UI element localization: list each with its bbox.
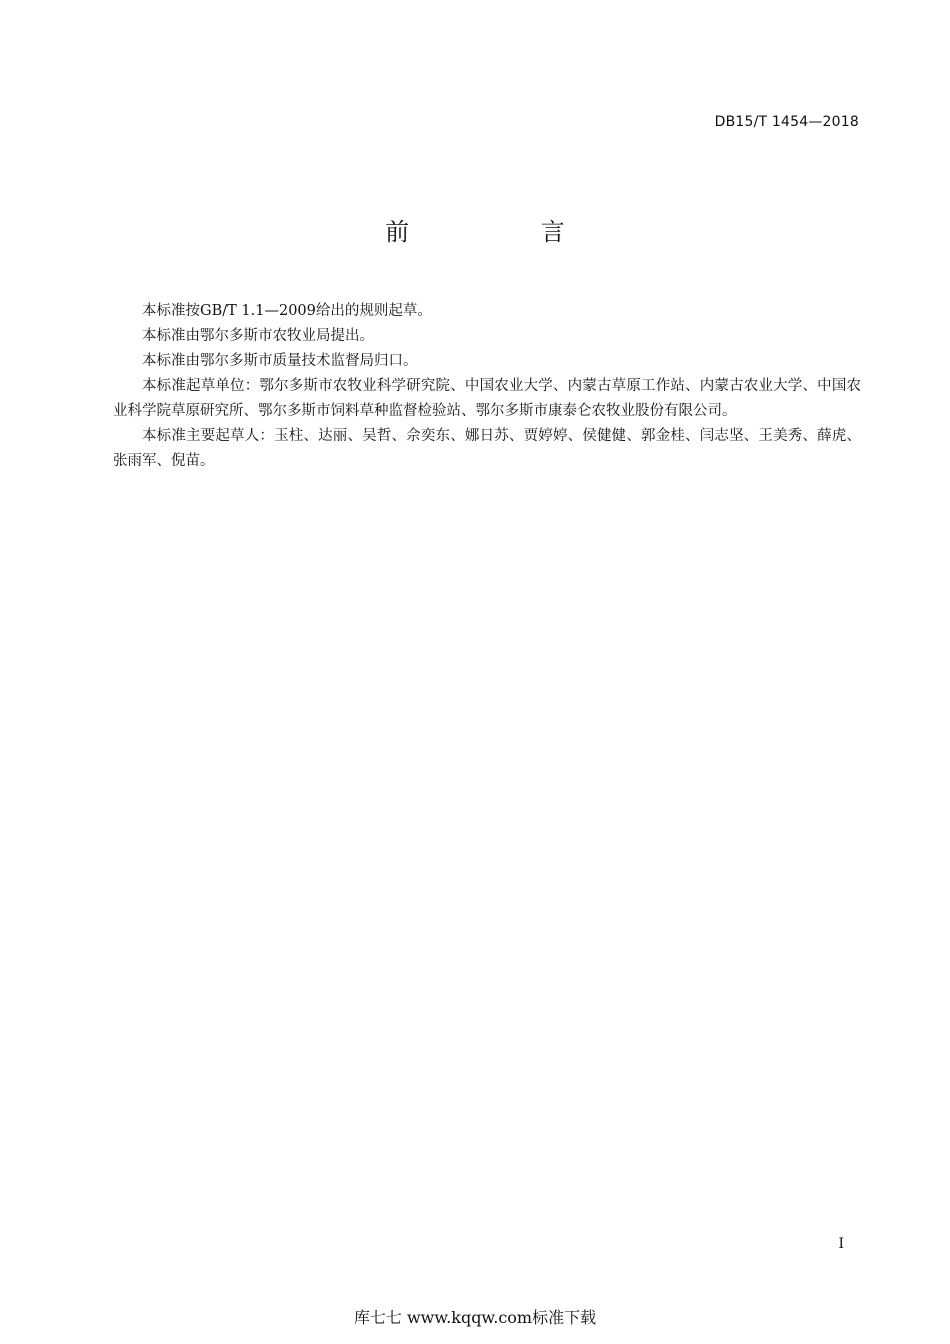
document-code: DB15/T 1454—2018 xyxy=(714,114,859,130)
paragraph-drafters: 本标准主要起草人：玉柱、达丽、吴哲、佘奕东、娜日苏、贾婷婷、侯健健、郭金桂、闫志坚、王美秀、薛虎、张雨军、倪苗。 xyxy=(113,428,861,469)
paragraph-drafting-units: 本标准起草单位：鄂尔多斯市农牧业科学研究院、中国农业大学、内蒙古草原工作站、内蒙古农业大学、中国农业科学院草原研究所、鄂尔多斯市饲料草种监督检验站、鄂尔多斯市康泰仑农牧业股份有限公司。 xyxy=(113,378,861,419)
footer-watermark: 库七七 www.kqqw.com标准下载 xyxy=(353,1308,597,1327)
paragraph-proposer: 本标准由鄂尔多斯市农牧业局提出。 xyxy=(142,328,374,344)
paragraph-administrator: 本标准由鄂尔多斯市质量技术监督局归口。 xyxy=(142,353,418,369)
foreword-body xyxy=(113,299,861,474)
paragraph-drafting-rules: 本标准按GB/T 1.1—2009给出的规则起草。 xyxy=(142,303,432,319)
page-number: I xyxy=(838,1236,844,1252)
page-title: 前 言 xyxy=(385,218,627,246)
